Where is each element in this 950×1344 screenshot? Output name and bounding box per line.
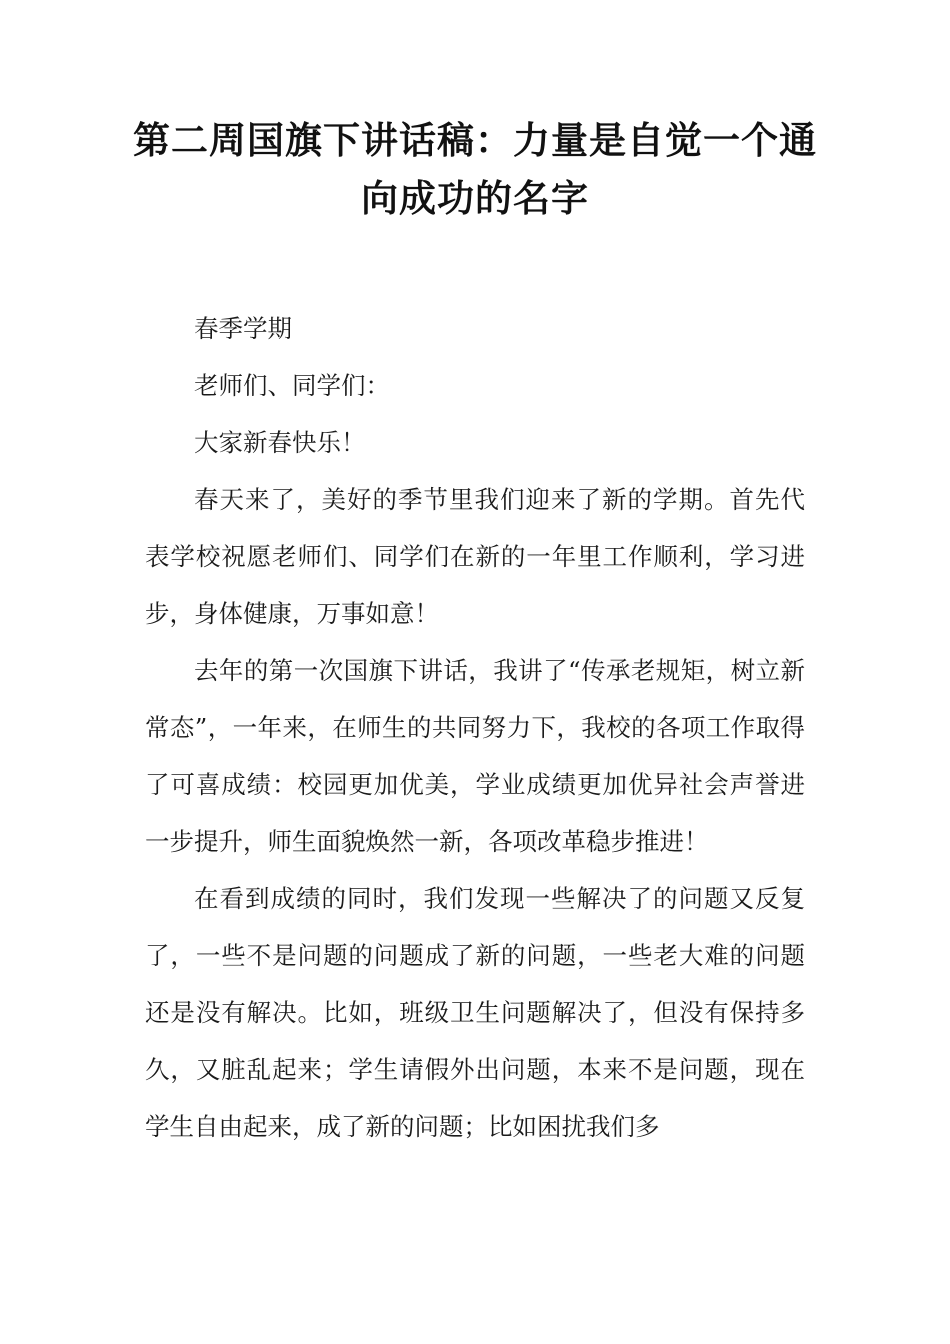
paragraph-problems: 在看到成绩的同时，我们发现一些解决了的问题又反复了，一些不是问题的问题成了新的问题，一些老大难的问题还是没有解决。比如，班级卫生问题解决了，但没有保持多久，又脏乱起来；学生请假外出问题，本来不是问题，现在学生自由起来，成了新的问题；比如困扰我们多 bbox=[145, 884, 805, 1141]
document-body bbox=[145, 300, 805, 1155]
paragraph-review: 去年的第一次国旗下讲话，我讲了“传承老规矩，树立新常态”，一年来，在师生的共同努力下，我校的各项工作取得了可喜成绩：校园更加优美，学业成绩更加优异社会声誉进一步提升，师生面貌焕然一新，各项改革稳步推进！ bbox=[145, 656, 805, 856]
paragraph-salutation: 老师们、同学们： bbox=[194, 371, 390, 400]
paragraph-greeting: 大家新春快乐！ bbox=[194, 428, 366, 457]
document-title: 第二周国旗下讲话稿：力量是自觉一个通向成功的名字 bbox=[133, 119, 817, 220]
paragraph-opening: 春天来了，美好的季节里我们迎来了新的学期。首先代表学校祝愿老师们、同学们在新的一年里工作顺利，学习进步，身体健康，万事如意！ bbox=[145, 485, 805, 628]
paragraph-semester: 春季学期 bbox=[194, 314, 292, 343]
